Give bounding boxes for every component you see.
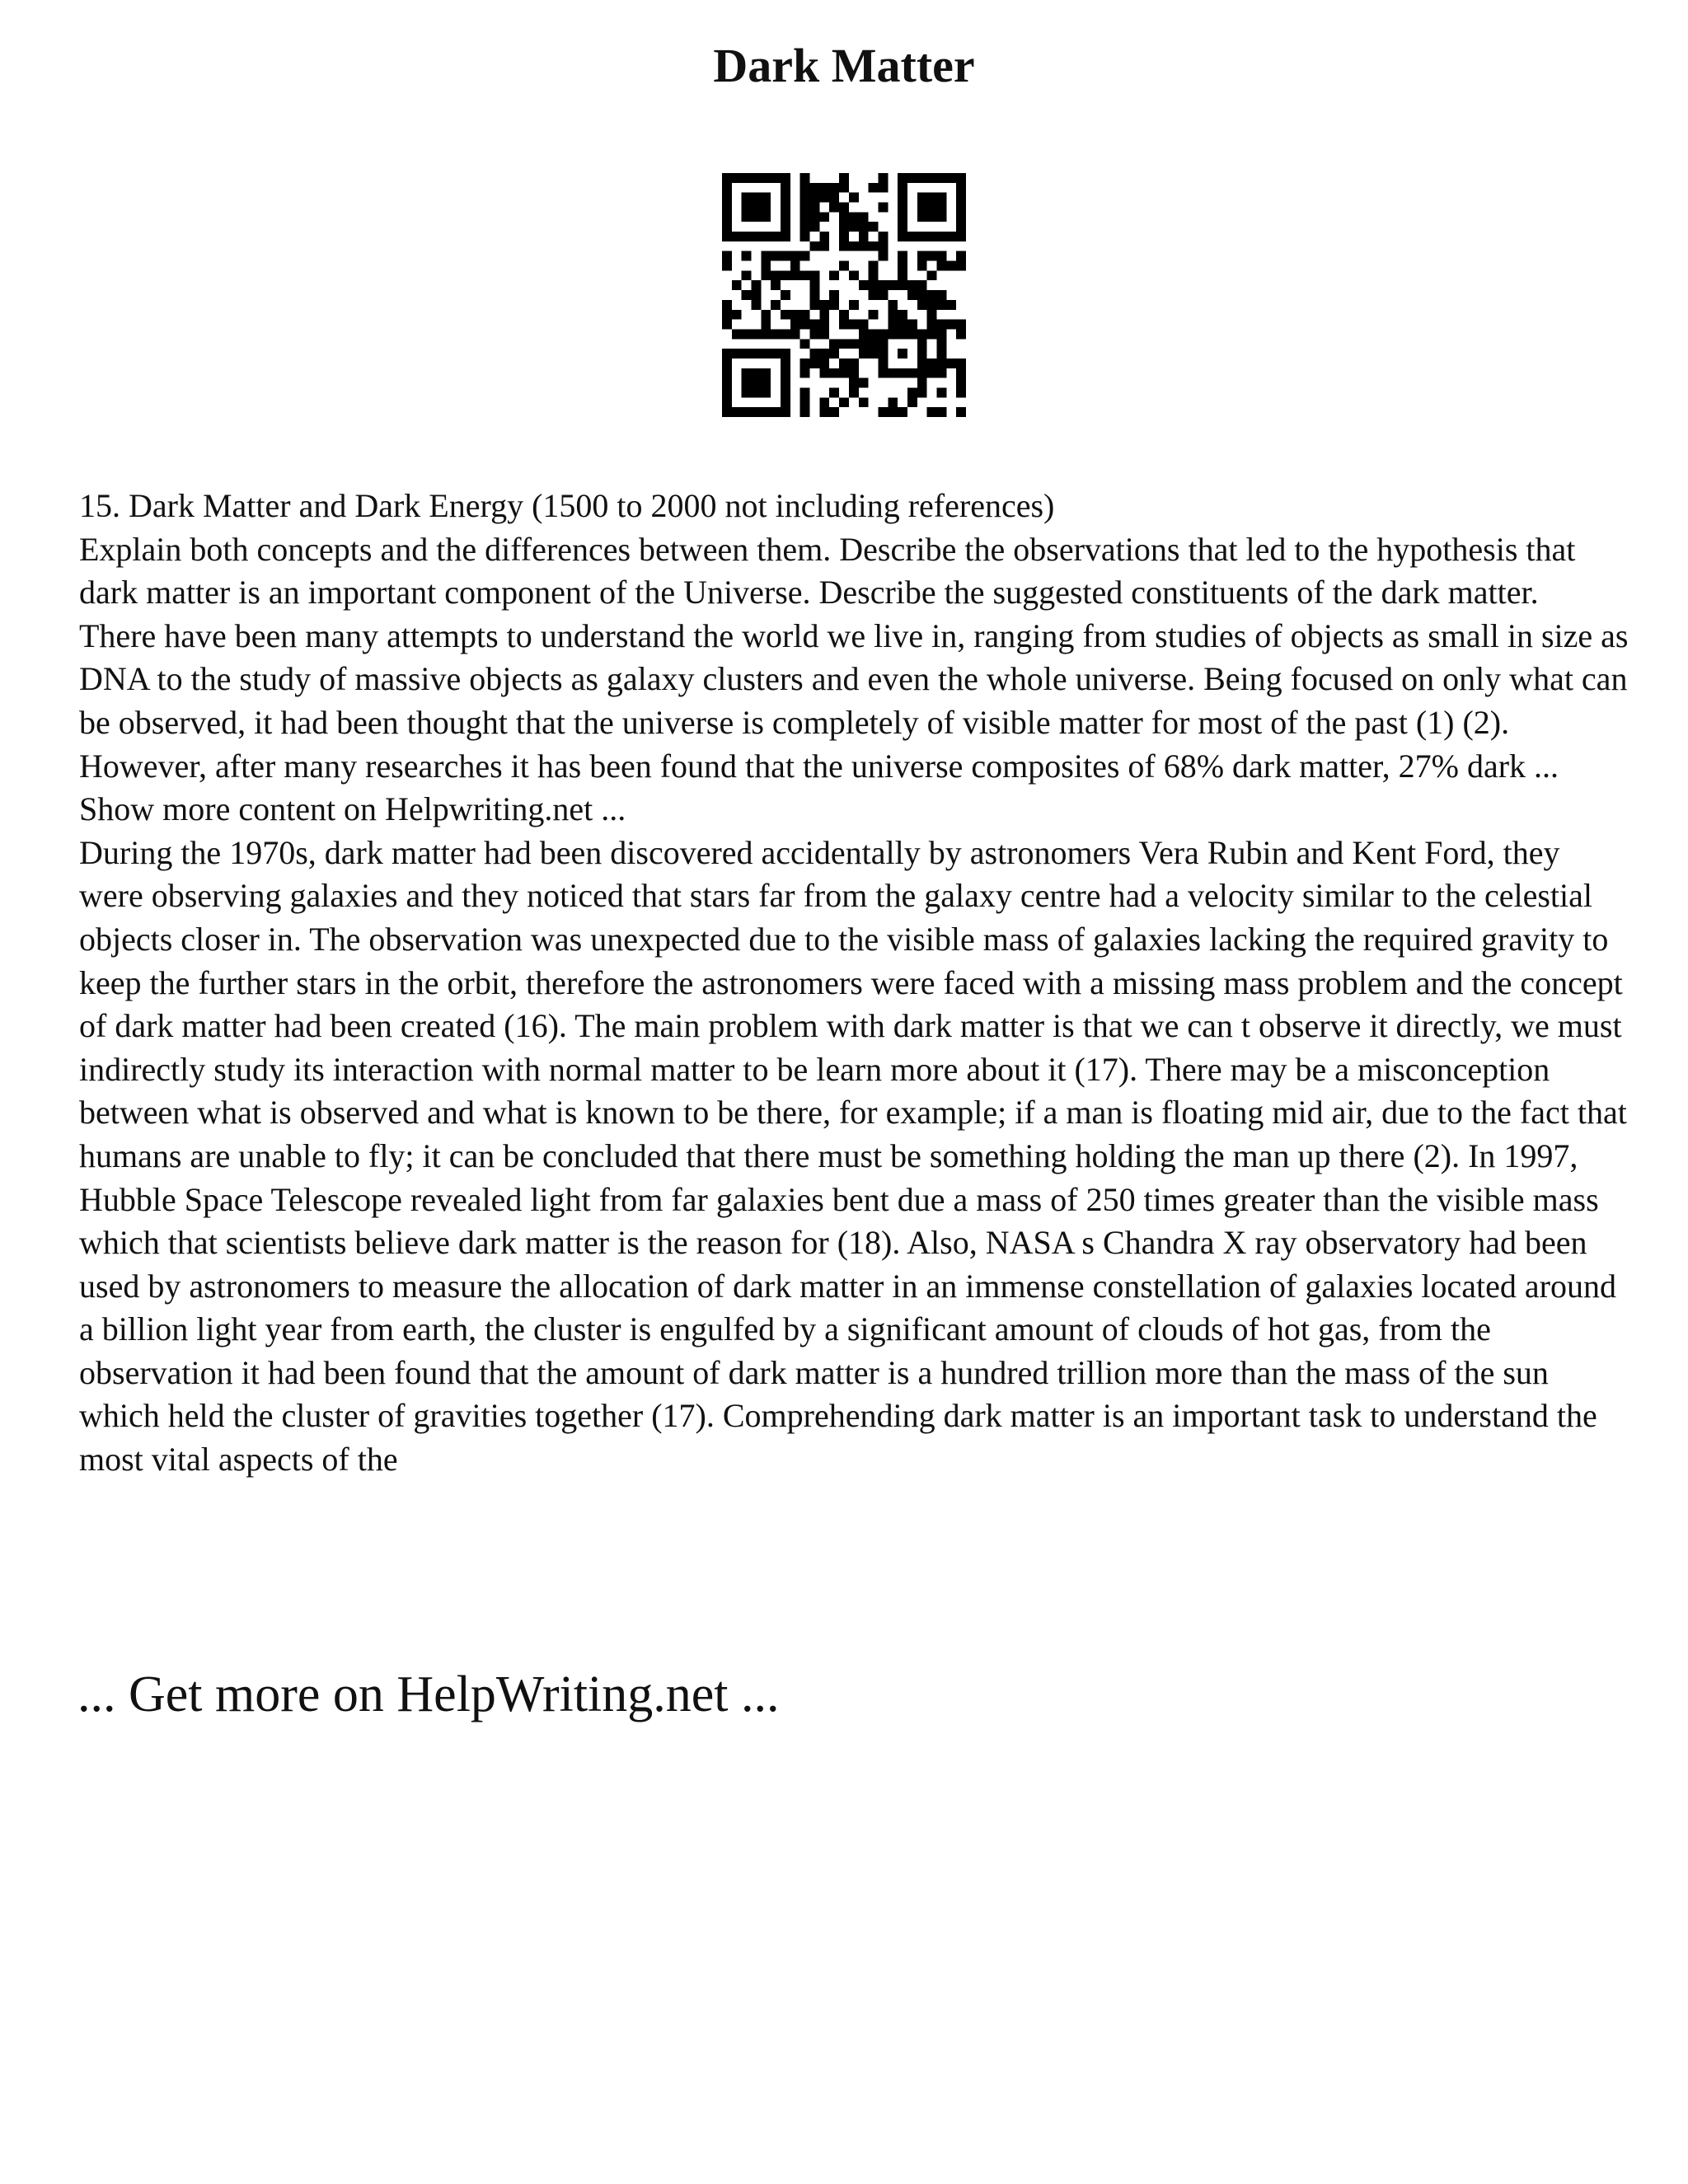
page-title: Dark Matter <box>713 39 975 92</box>
essay-intro-paragraph: There have been many attempts to understand the world we live in, ranging from studies of objects as small in size as DNA to the study of massive objects as galaxy clusters and even the whole universe. Being focused on only what can be observed, it had been thought that the universe is completely of visible matter for most of the past (1) (2). However, after many researches it has been found that the universe composites of 68% dark matter, 27% dark ... Show more content on Helpwriting.net ... <box>79 616 1629 828</box>
article-body <box>79 485 1629 1482</box>
qr-code-icon <box>722 173 966 417</box>
get-more-link[interactable]: ... Get more on HelpWriting.net ... <box>77 1666 780 1722</box>
assignment-heading: 15. Dark Matter and Dark Energy (1500 to 2000 not including references) <box>79 487 1055 524</box>
essay-body-paragraph: During the 1970s, dark matter had been discovered accidentally by astronomers Vera Rubin and Kent Ford, they were observing galaxies and they noticed that stars far from the galaxy centre had a velocity similar to the celestial objects closer in. The observation was unexpected due to the visible mass of galaxies lacking the required gravity to keep the further stars in the orbit, therefore the astronomers were faced with a missing mass problem and the concept of dark matter had been created (16). The main problem with dark matter is that we can t observe it directly, we must indirectly study its interaction with normal matter to be learn more about it (17). There may be a misconception between what is observed and what is known to be there, for example; if a man is floating mid air, due to the fact that humans are unable to fly; it can be concluded that there must be something holding the man up there (2). In 1997, Hubble Space Telescope revealed light from far galaxies bent due a mass of 250 times greater than the visible mass which that scientists believe dark matter is the reason for (18). Also, NASA s Chandra X ray observatory had been used by astronomers to measure the allocation of dark matter in an immense constellation of galaxies located around a billion light year from earth, the cluster is engulfed by a significant amount of clouds of hot gas, from the observation it had been found that the amount of dark matter is a hundred trillion more than the mass of the sun which held the cluster of gravities together (17). Comprehending dark matter is an important task to understand the most vital aspects of the <box>79 833 1627 1479</box>
qr-code[interactable] <box>722 173 966 417</box>
assignment-prompt: Explain both concepts and the differences between them. Describe the observations that led to the hypothesis that dark matter is an important component of the Universe. Describe the suggested constituents of the dark matter. <box>79 530 1576 612</box>
